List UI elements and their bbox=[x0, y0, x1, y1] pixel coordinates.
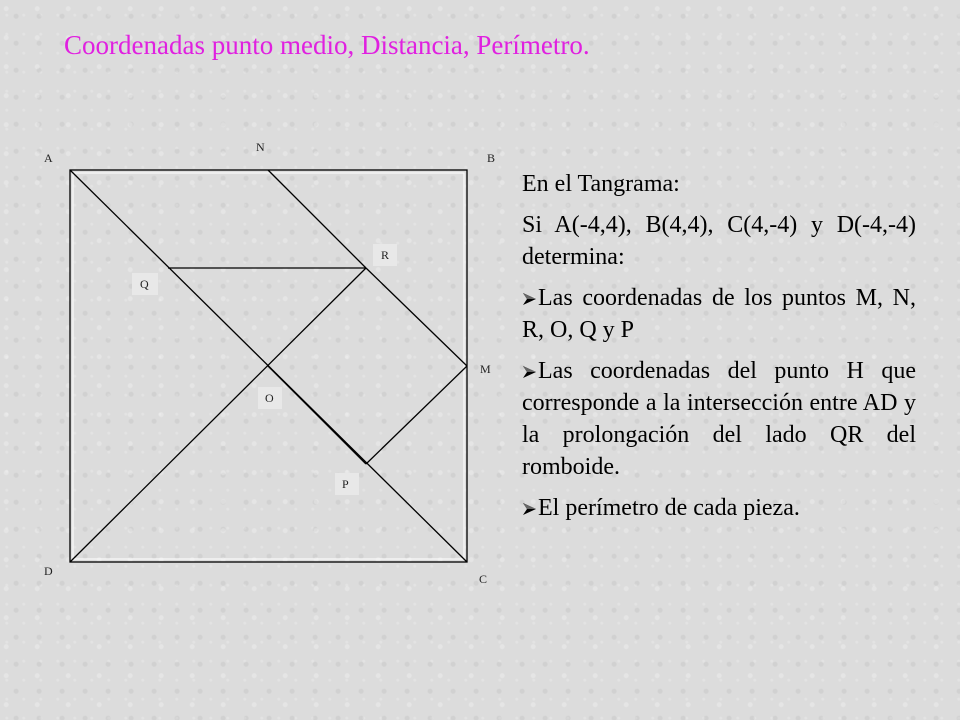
exercise-heading: En el Tangrama: bbox=[522, 171, 680, 197]
label-r: R bbox=[381, 248, 390, 262]
exercise-given: Si A(-4,4), B(4,4), C(4,-4) y D(-4,-4) determina: bbox=[522, 212, 916, 270]
segment-d-to-r bbox=[70, 268, 366, 562]
slide-title: Coordenadas punto medio, Distancia, Perímetro. bbox=[64, 30, 590, 60]
label-d: D bbox=[44, 564, 53, 578]
arrowhead-bullet-icon bbox=[522, 502, 537, 516]
bullet-text: El perímetro de cada pieza. bbox=[538, 495, 800, 521]
label-m: M bbox=[480, 362, 491, 376]
bullet-text: Las coordenadas de los puntos M, N, R, O, Q y P bbox=[522, 285, 916, 343]
label-o: O bbox=[265, 391, 274, 405]
label-c: C bbox=[479, 572, 488, 586]
arrowhead-bullet-icon bbox=[522, 292, 537, 306]
segment-n-to-r bbox=[268, 170, 366, 268]
segment-r-to-m bbox=[366, 268, 467, 366]
segment-m-to-p bbox=[366, 366, 467, 464]
segment-o-to-p bbox=[268, 366, 366, 464]
bullet-item bbox=[522, 282, 916, 346]
bullet-item bbox=[522, 492, 916, 524]
exercise-text bbox=[522, 168, 916, 533]
tangram-diagram bbox=[0, 0, 520, 620]
bullet-text: Las coordenadas del punto H que corresponde a la intersección entre AD y la prolongación del lado QR del romboide. bbox=[522, 358, 916, 480]
label-b: B bbox=[487, 151, 496, 165]
bullet-item bbox=[522, 355, 916, 483]
label-a: A bbox=[44, 151, 53, 165]
arrowhead-bullet-icon bbox=[522, 365, 537, 379]
label-p: P bbox=[342, 477, 349, 491]
label-n: N bbox=[256, 140, 265, 154]
label-q: Q bbox=[140, 277, 149, 291]
